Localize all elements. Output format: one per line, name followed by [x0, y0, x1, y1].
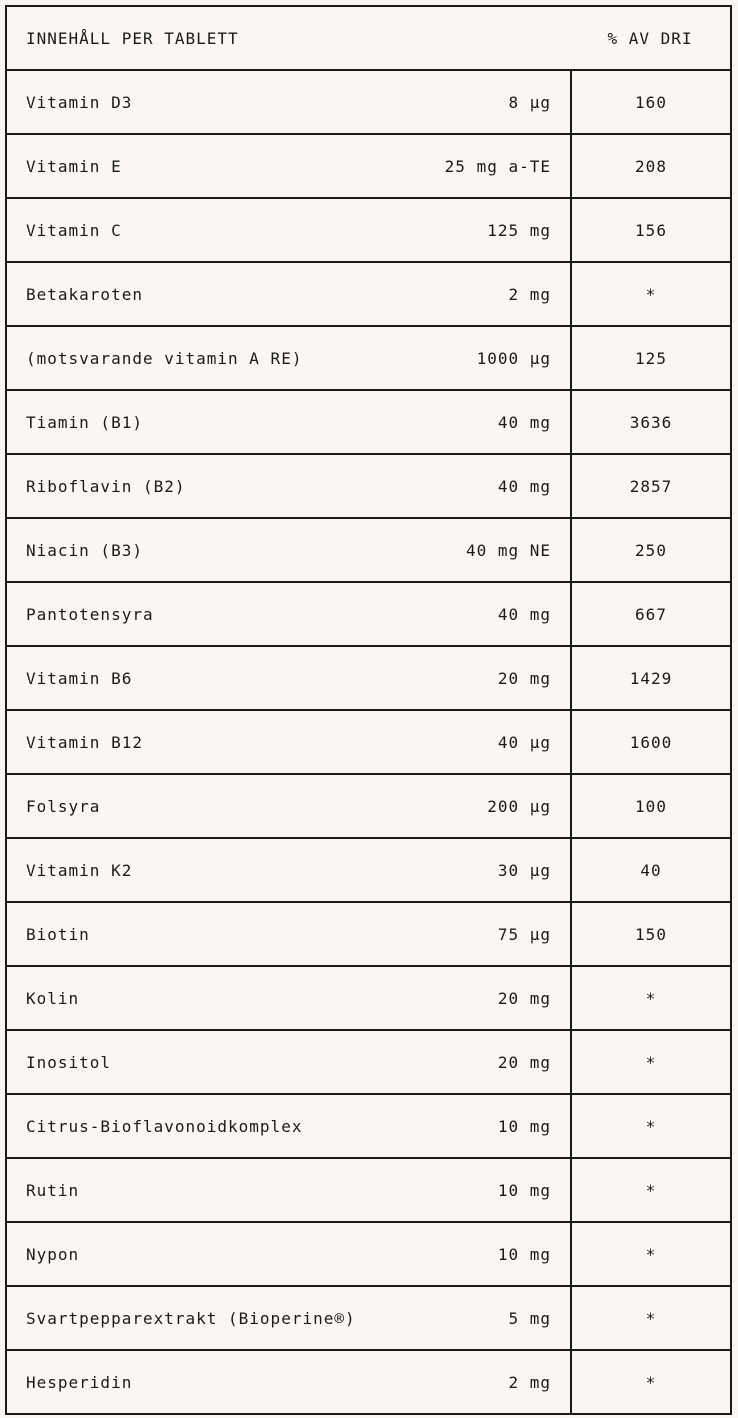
table-row [7, 1287, 730, 1351]
nutrient-amount: 10 mg [497, 1180, 551, 1200]
table-row [7, 327, 730, 391]
nutrient-dri: * [570, 1223, 730, 1285]
nutrient-name: Vitamin B12 [26, 732, 143, 752]
row-main-cell [7, 903, 570, 965]
nutrient-dri: 208 [570, 135, 730, 197]
row-main-cell [7, 967, 570, 1029]
nutrient-dri: 250 [570, 519, 730, 581]
table-row [7, 455, 730, 519]
row-main-cell [7, 1287, 570, 1349]
nutrient-dri: * [570, 1287, 730, 1349]
nutrient-dri: 667 [570, 583, 730, 645]
nutrient-amount: 40 mg [497, 412, 551, 432]
table-row [7, 71, 730, 135]
nutrient-name: Vitamin D3 [26, 92, 133, 112]
nutrient-name: Kolin [26, 988, 80, 1008]
nutrient-amount: 25 mg a-TE [444, 156, 551, 176]
row-main-cell [7, 263, 570, 325]
nutrient-dri: 40 [570, 839, 730, 901]
row-main-cell [7, 391, 570, 453]
table-body [7, 71, 730, 1415]
row-main-cell [7, 71, 570, 133]
nutrient-amount: 1000 µg [476, 348, 551, 368]
table-row [7, 967, 730, 1031]
table-row [7, 135, 730, 199]
nutrient-amount: 30 µg [497, 860, 551, 880]
nutrient-amount: 20 mg [497, 988, 551, 1008]
nutrient-amount: 2 mg [508, 1372, 551, 1392]
header-title: INNEHÅLL PER TABLETT [26, 28, 239, 48]
nutrient-dri: 156 [570, 199, 730, 261]
nutrient-name: Svartpepparextrakt (Bioperine®) [26, 1308, 356, 1328]
nutrient-dri: 1429 [570, 647, 730, 709]
nutrient-name: Rutin [26, 1180, 80, 1200]
nutrient-dri: 125 [570, 327, 730, 389]
nutrient-name: Vitamin C [26, 220, 122, 240]
table-row [7, 263, 730, 327]
nutrient-dri: * [570, 967, 730, 1029]
table-row [7, 1031, 730, 1095]
nutrient-amount: 10 mg [497, 1116, 551, 1136]
table-header [7, 7, 730, 71]
nutrient-amount: 40 mg [497, 604, 551, 624]
nutrient-amount: 40 mg NE [465, 540, 551, 560]
row-main-cell [7, 775, 570, 837]
nutrient-amount: 20 mg [497, 1052, 551, 1072]
nutrient-amount: 40 µg [497, 732, 551, 752]
row-main-cell [7, 647, 570, 709]
table-row [7, 839, 730, 903]
table-row [7, 1095, 730, 1159]
nutrient-amount: 125 mg [487, 220, 551, 240]
nutrient-name: Betakaroten [26, 284, 143, 304]
row-main-cell [7, 327, 570, 389]
table-row [7, 1223, 730, 1287]
table-row [7, 1159, 730, 1223]
nutrient-name: Biotin [26, 924, 90, 944]
row-main-cell [7, 1095, 570, 1157]
nutrient-dri: 150 [570, 903, 730, 965]
nutrient-amount: 20 mg [497, 668, 551, 688]
nutrient-amount: 200 µg [487, 796, 551, 816]
nutrient-dri: * [570, 1351, 730, 1413]
nutrient-name: Hesperidin [26, 1372, 133, 1392]
nutrient-name: Tiamin (B1) [26, 412, 143, 432]
table-row [7, 903, 730, 967]
nutrient-amount: 40 mg [497, 476, 551, 496]
nutrient-dri: 1600 [570, 711, 730, 773]
table-row [7, 711, 730, 775]
nutrient-amount: 5 mg [508, 1308, 551, 1328]
nutrient-dri: * [570, 1095, 730, 1157]
table-row [7, 583, 730, 647]
nutrient-dri: * [570, 263, 730, 325]
nutrient-dri: * [570, 1031, 730, 1093]
nutrient-amount: 2 mg [508, 284, 551, 304]
nutrient-amount: 8 µg [508, 92, 551, 112]
row-main-cell [7, 135, 570, 197]
row-main-cell [7, 1223, 570, 1285]
nutrient-name: Vitamin K2 [26, 860, 133, 880]
row-main-cell [7, 519, 570, 581]
table-row [7, 1351, 730, 1415]
nutrient-name: Vitamin B6 [26, 668, 133, 688]
nutrient-amount: 10 mg [497, 1244, 551, 1264]
nutrient-dri: 3636 [570, 391, 730, 453]
nutrient-dri: 2857 [570, 455, 730, 517]
nutrient-dri: * [570, 1159, 730, 1221]
row-main-cell [7, 583, 570, 645]
nutrient-name: (motsvarande vitamin A RE) [26, 348, 303, 368]
nutrient-name: Niacin (B3) [26, 540, 143, 560]
table-row [7, 391, 730, 455]
table-row [7, 199, 730, 263]
table-row [7, 647, 730, 711]
nutrient-name: Citrus-Bioflavonoidkomplex [26, 1116, 303, 1136]
row-main-cell [7, 839, 570, 901]
nutrient-name: Nypon [26, 1244, 80, 1264]
nutrient-dri: 160 [570, 71, 730, 133]
table-row [7, 775, 730, 839]
nutrient-name: Pantotensyra [26, 604, 154, 624]
header-dri-label: % AV DRI [607, 28, 693, 48]
row-main-cell [7, 1031, 570, 1093]
nutrient-name: Riboflavin (B2) [26, 476, 186, 496]
row-main-cell [7, 1159, 570, 1221]
nutrient-name: Inositol [26, 1052, 112, 1072]
nutrient-name: Vitamin E [26, 156, 122, 176]
table-row [7, 519, 730, 583]
nutrient-dri: 100 [570, 775, 730, 837]
nutrition-table [5, 5, 732, 1415]
row-main-cell [7, 711, 570, 773]
row-main-cell [7, 455, 570, 517]
nutrient-amount: 75 µg [497, 924, 551, 944]
row-main-cell [7, 199, 570, 261]
nutrient-name: Folsyra [26, 796, 101, 816]
row-main-cell [7, 1351, 570, 1413]
